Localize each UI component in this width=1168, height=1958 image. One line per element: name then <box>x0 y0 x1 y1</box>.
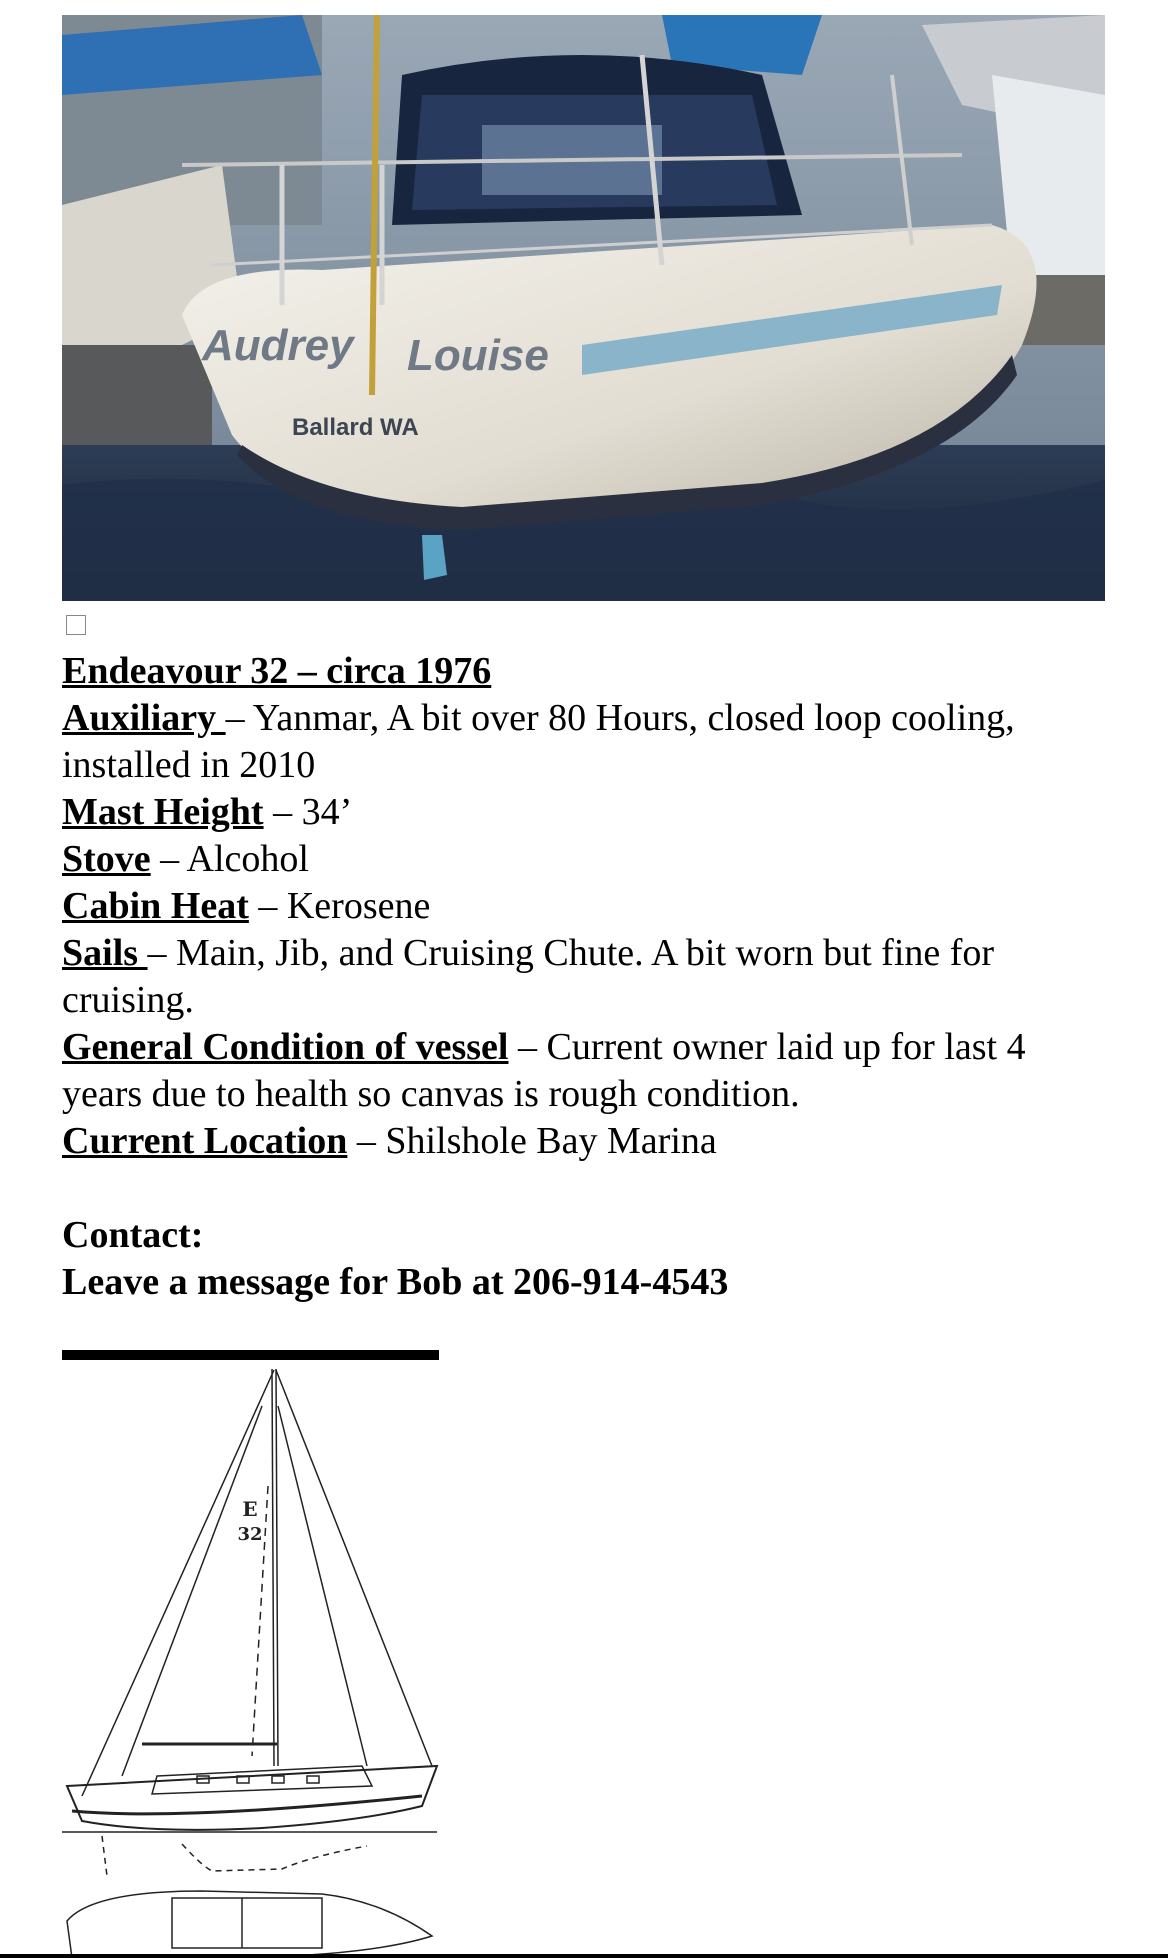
broken-image-checkbox <box>66 615 86 635</box>
spec-stove: Stove – Alcohol <box>62 838 309 880</box>
hull-name-left: Audrey <box>202 321 354 370</box>
sail-mark-top: E <box>242 1497 258 1521</box>
spec-current-location: Current Location – Shilshole Bay Marina <box>62 1120 717 1162</box>
hull-name-right: Louise <box>407 331 549 380</box>
listing-title: Endeavour 32 – circa 1976 <box>62 650 492 692</box>
bottom-border <box>0 1954 1168 1958</box>
sail-plan-drawing <box>62 1366 442 1958</box>
hull-port: Ballard WA <box>292 414 419 441</box>
spec-general-condition: General Condition of vessel – Current owner laid up for last 4 years due to health so canvas is rough condition. <box>62 1026 1026 1115</box>
contact-heading: Contact: <box>62 1214 204 1256</box>
sail-mark-bottom: 32 <box>237 1524 263 1545</box>
spec-mast-height: Mast Height – 34’ <box>62 791 353 833</box>
spec-cabin-heat: Cabin Heat – Kerosene <box>62 885 431 927</box>
divider <box>62 1350 439 1360</box>
contact-message: Leave a message for Bob at 206-914-4543 <box>62 1261 729 1303</box>
boat-photo <box>62 15 1105 601</box>
spec-sails: Sails – Main, Jib, and Cruising Chute. A bit worn but fine for cruising. <box>62 932 995 1021</box>
listing-body <box>62 648 1112 1306</box>
spec-auxiliary: Auxiliary – Yanmar, A bit over 80 Hours, closed loop cooling, installed in 2010 <box>62 697 1015 786</box>
